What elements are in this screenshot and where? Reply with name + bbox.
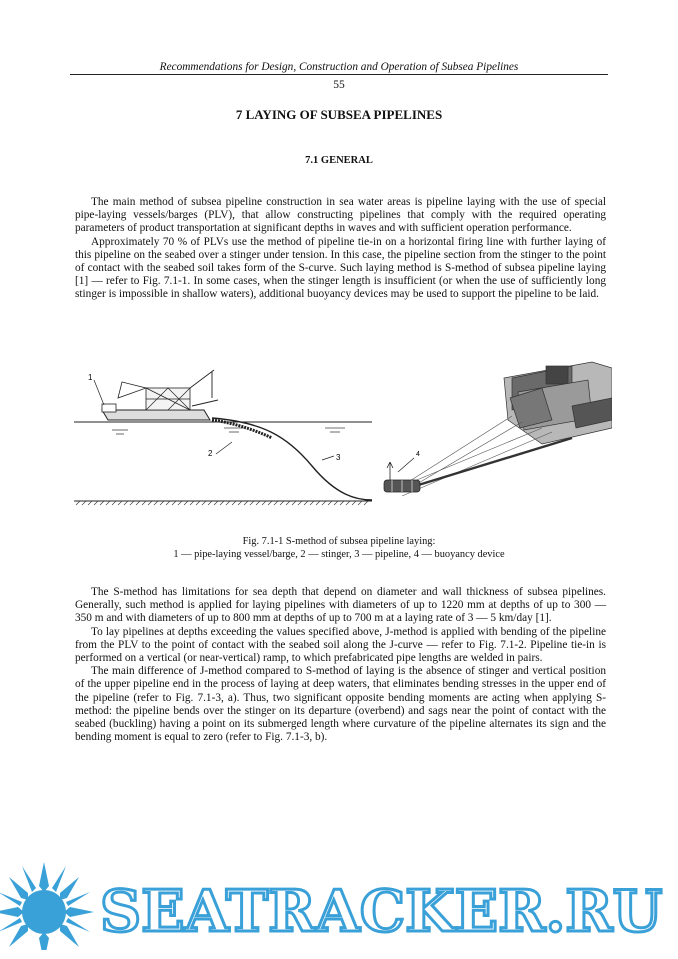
label-1: 1 — [88, 373, 93, 382]
buoyancy-device — [384, 462, 420, 492]
body-text-methods — [75, 586, 606, 744]
label-leader-2 — [216, 442, 232, 454]
seabed-hatch — [76, 501, 368, 505]
vessel-hull — [102, 410, 210, 420]
paragraph: The S-method has limitations for sea depth that depend on diameter and wall thickness of subsea pipelines. Generally, such method is applied for laying pipelines with diameters of up to 1220 mm at depths of up to 300 — 350 m and with diameters of up to 800 mm at depths of up to 700 m at a laying rate of 3 — 5 km/day [1]. — [75, 586, 606, 625]
figure-s-lay-diagram — [72, 358, 612, 518]
header-rule — [70, 74, 608, 75]
label-4: 4 — [416, 451, 420, 458]
vessel-bridge — [102, 404, 116, 412]
section-title: 7.1 GENERAL — [305, 155, 373, 166]
vessel-derrick — [118, 382, 146, 398]
watermark-text: SEATRACKER.RU — [100, 878, 663, 945]
perspective-vessel — [504, 362, 612, 444]
paragraph: To lay pipelines at depths exceeding the values specified above, J-method is applied with bending of the pipeline from the PLV to the point of contact with the seabed soil along the J-curve — refer to Fig. 7.1-2. Pipeline tie-in is performed on a vertical (or near-vertical) ramp, to which prefabricated pipe lengths are welded in pairs. — [75, 625, 606, 665]
body-text-intro — [75, 196, 606, 302]
label-leader-3 — [322, 456, 334, 460]
label-leader-4 — [398, 458, 414, 472]
water-level-marks — [112, 428, 345, 434]
caption-title: Fig. 7.1-1 S-method of subsea pipeline laying: — [242, 536, 436, 547]
watermark-burst-icon — [0, 862, 94, 950]
page-number: 55 — [333, 79, 345, 91]
label-leader-1 — [94, 380, 104, 405]
paragraph: The main method of subsea pipeline construction in sea water areas is pipeline laying with the use of special pipe-laying vessels/barges (PLV), that allow constructing pipelines that comply with the required operating parameters of product transportation at significant depths in waves and with sufficient operation performance. — [75, 196, 606, 235]
paragraph: Approximately 70 % of PLVs use the method of pipeline tie-in on a horizontal firing line with further laying of this pipeline on the seabed over a stinger under tension. In this case, the pipeline section from the stinger to the point of contact with the seabed soil takes form of the S-curve. Such laying method is S-method of subsea pipeline laying [1] — refer to Fig. 7.1-1. In some cases, when the stinger length is insufficient (or when the use of sufficiently long stinger is impossible in shallow waters), additional buoyancy devices may be used to support the pipeline to be laid. — [75, 235, 606, 301]
vessel-crane — [190, 370, 218, 406]
running-header: Recommendations for Design, Construction and Operation of Subsea Pipelines — [159, 61, 519, 73]
pipeline-s-curve — [212, 418, 372, 500]
figure-caption — [70, 536, 608, 561]
perspective-pipeline — [402, 438, 572, 490]
label-3: 3 — [336, 453, 341, 462]
paragraph: The main difference of J-method compared to S-method of laying is the absence of stinger and vertical position of the upper pipeline end in the process of laying at deep waters, that eliminates bending stresses in the upper end of the pipeline (refer to Fig. 7.1-3, a). Thus, two significant opposite bending moments are acting when applying S-method: the pipeline bends over the stinger on its departure (overbend) and sags near the point of contact with the seabed (buckling) having a point on its submerged length where curvature of the pipeline alternates its sign and the bending moment is equal to zero (refer to Fig. 7.1-3, b). — [75, 665, 606, 744]
label-2: 2 — [208, 449, 213, 458]
caption-legend: 1 — pipe-laying vessel/barge, 2 — stinger, 3 — pipeline, 4 — buoyancy device — [173, 548, 505, 560]
chapter-title: 7 LAYING OF SUBSEA PIPELINES — [235, 107, 443, 122]
